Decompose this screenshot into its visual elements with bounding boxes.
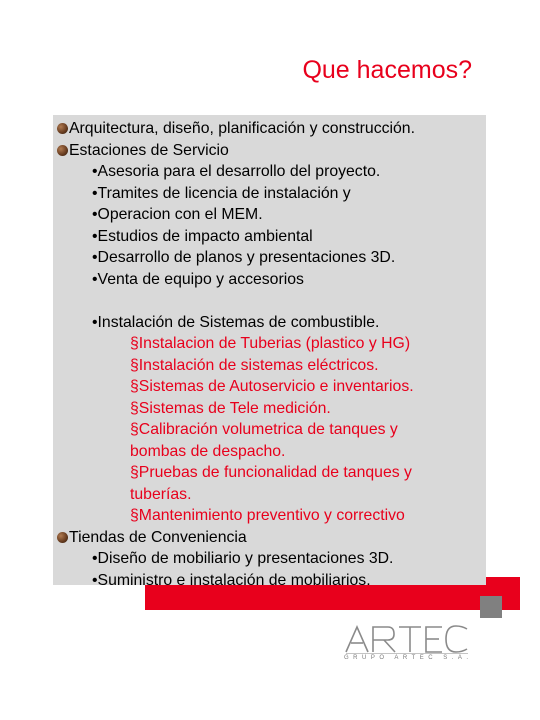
spacer xyxy=(57,290,527,312)
logo-subtitle: GRUPO ARTEC S.A. xyxy=(344,655,473,661)
sub-list-item: §Instalacion de Tuberias (plastico y HG) xyxy=(130,335,411,352)
sub-list-item: §Sistemas de Tele medición. xyxy=(130,399,331,417)
list-item: •Tramites de licencia de instalación y xyxy=(92,184,351,202)
gray-square xyxy=(480,596,502,618)
content-list xyxy=(57,118,527,591)
list-item: •Operacion con el MEM. xyxy=(92,206,263,223)
list-item: Arquitectura, diseño, planificación y construcción. xyxy=(57,118,527,140)
list-item: •Asesoria para el desarrollo del proyecto. xyxy=(92,163,381,180)
bullet-icon xyxy=(57,123,68,134)
bullet-icon xyxy=(57,145,68,156)
list-item: •Estudios de impacto ambiental xyxy=(92,227,313,245)
list-item: •Venta de equipo y accesorios xyxy=(92,270,304,288)
artec-logo-icon xyxy=(344,624,470,654)
sub-list-item: §Mantenimiento preventivo y correctivo xyxy=(130,507,405,524)
artec-logo xyxy=(344,624,473,664)
sub-list-item: §Sistemas de Autoservicio e inventarios. xyxy=(130,378,414,395)
list-item: Tiendas de Conveniencia xyxy=(57,527,527,549)
list-item: Estaciones de Servicio xyxy=(57,140,527,162)
sub-list-item: §Calibración volumetrica de tanques y xyxy=(130,421,398,438)
sub-list-item-continuation: tuberías. xyxy=(130,485,192,503)
list-item: •Suministro e instalación de mobiliarios. xyxy=(92,571,371,589)
list-item: •Diseño de mobiliario y presentaciones 3D. xyxy=(92,550,394,567)
page-title: Que hacemos? xyxy=(302,56,472,84)
sub-list-item-continuation: bombas de despacho. xyxy=(130,442,286,460)
sub-list-item: §Instalación de sistemas eléctricos. xyxy=(130,356,379,374)
list-item: •Instalación de Sistemas de combustible. xyxy=(92,313,380,331)
sub-list-item: §Pruebas de funcionalidad de tanques y xyxy=(130,464,412,481)
bullet-icon xyxy=(57,532,68,543)
list-item: •Desarrollo de planos y presentaciones 3D. xyxy=(92,249,396,266)
